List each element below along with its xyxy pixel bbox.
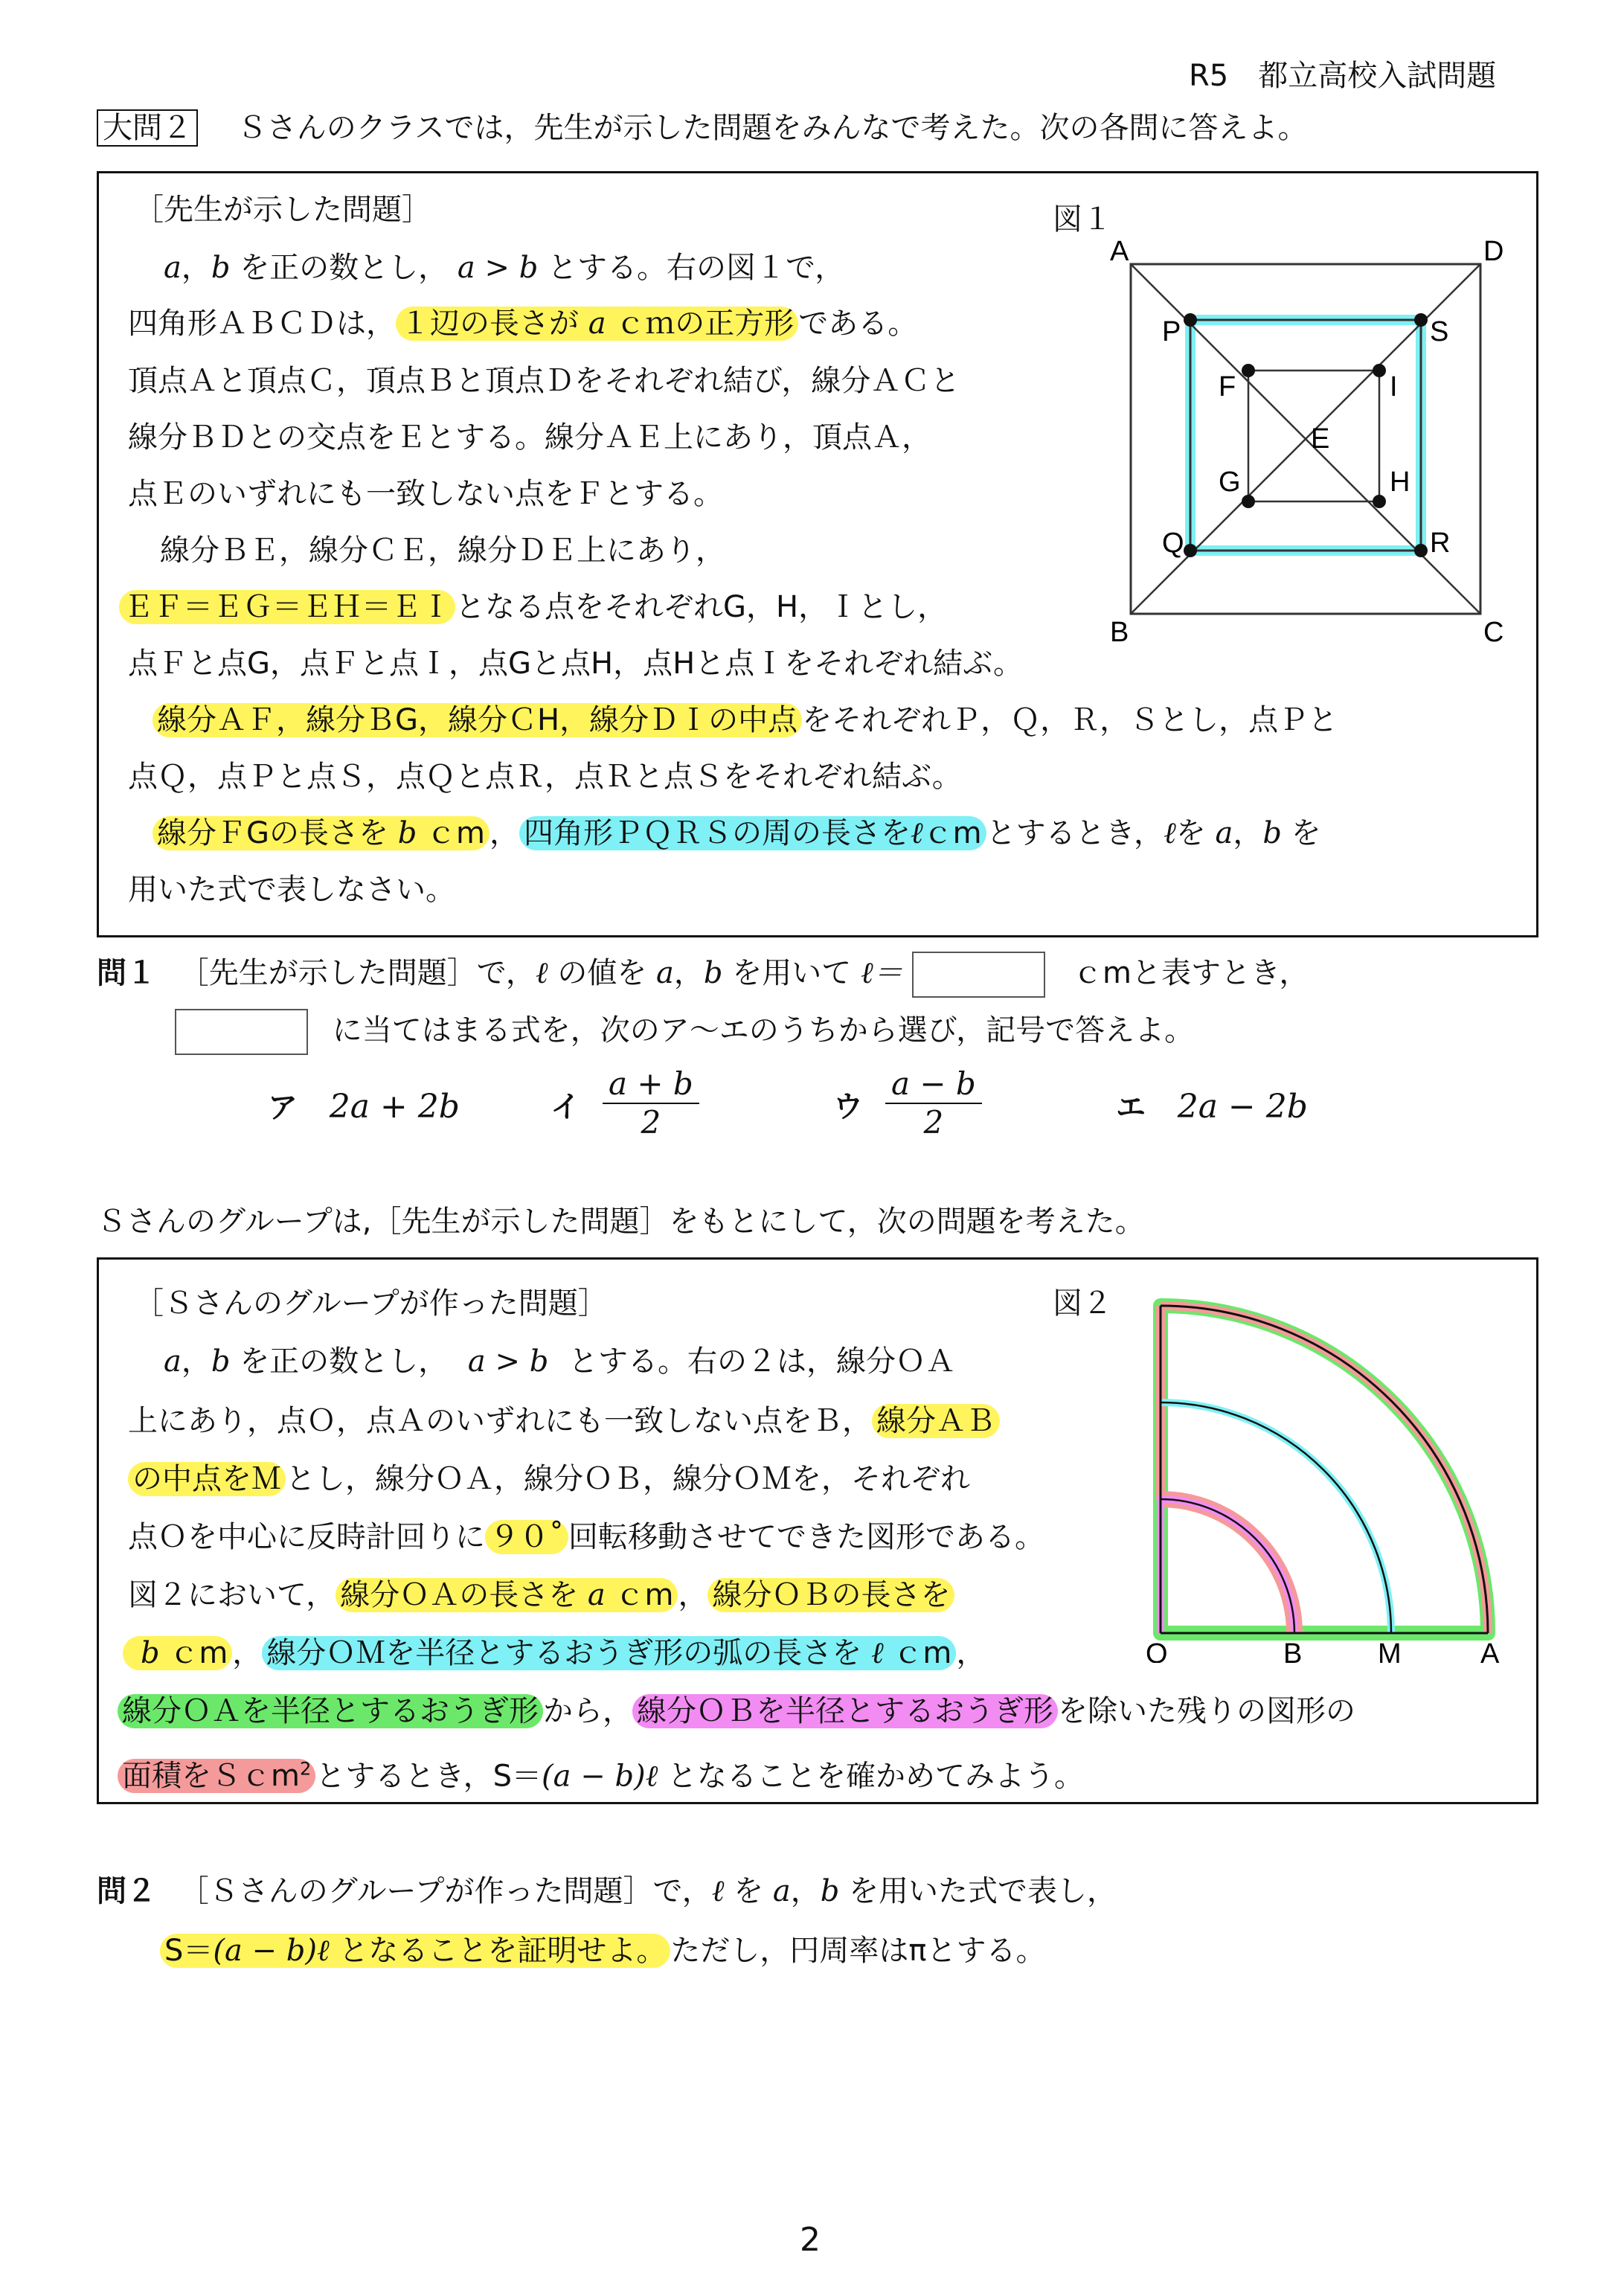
teacher-line-10: 点Ｑ，点Ｐと点Ｓ，点Ｑと点Ｒ，点Ｒと点Ｓをそれぞれ結ぶ。 [128, 760, 962, 794]
figure1-label-i: I [1390, 371, 1398, 403]
teacher-line-8: 点Ｆと点G，点Ｆと点Ｉ，点Gと点H，点Hと点Ｉをそれぞれ結ぶ。 [128, 647, 1023, 681]
figure1-point-r [1414, 544, 1428, 557]
figure1-label-f: F [1219, 371, 1236, 403]
highlight-b-cm: b ｃm [123, 1636, 232, 1670]
teacher-line-2: 四角形ＡＢＣＤは， １辺の長さが a ｃｍの正方形 である。 [128, 307, 918, 341]
highlight-midpoints: 線分ＡＦ，線分ＢG，線分ＣH，線分ＤＩの中点 [153, 703, 802, 737]
figure1-label-h: H [1390, 466, 1410, 498]
highlight-midpoint-m: の中点をＭ [128, 1462, 286, 1496]
group-line-5: 図２において， 線分ＯＡの長さを a ｃm ， 線分ＯＢの長さを [128, 1573, 954, 1617]
choice-u-fraction: $\frac{a - b}{2}$ [885, 1065, 982, 1141]
q2-line-1: 問２ ［Ｓさんのグループが作った問題］で，ℓ を a，b を用いた式で表し， [97, 1874, 1117, 1908]
choice-i-fraction: $\frac{a + b}{2}$ [603, 1065, 699, 1141]
group-line-4: 点Ｏを中心に反時計回りに ９０˚ 回転移動させてできた図形である。 [128, 1520, 1044, 1554]
teacher-line-1: a，b を正の数とし， a > b とする。右の図１で， [164, 251, 845, 285]
figure1-point-h [1373, 495, 1386, 508]
highlight-segment-ab: 線分ＡＢ [872, 1404, 1000, 1438]
highlight-oa-length: 線分ＯＡの長さを a ｃm [336, 1578, 678, 1612]
figure1-square-diagram [1094, 231, 1510, 647]
figure2-label-a: A [1480, 1638, 1500, 1663]
highlight-area-s: 面積をＳｃm$^2$ [118, 1759, 315, 1793]
figure1-pqrs-highlight [1190, 320, 1421, 551]
figure1-square-pqrs [1190, 320, 1421, 551]
exam-title: R5 都立高校入試問題 [1189, 59, 1497, 93]
group-problem-title: ［Ｓさんのグループが作った問題］ [134, 1286, 608, 1321]
figure2-middle-arc-highlight [1161, 1402, 1391, 1633]
highlight-sector-oa: 線分ＯＡを半径とするおうぎ形 [118, 1694, 543, 1728]
figure2-label-b: B [1283, 1638, 1303, 1663]
figure1-point-i [1373, 364, 1386, 377]
highlight-90-degrees: ９０˚ [485, 1520, 568, 1554]
highlight-sector-ob: 線分ＯＢを半径とするおうぎ形 [632, 1694, 1058, 1728]
figure2-label-o: O [1146, 1638, 1168, 1663]
figure1-label-p: P [1162, 316, 1181, 347]
transition-text: Ｓさんのグループは,［先生が示した問題］をもとにして，次の問題を考えた。 [97, 1205, 1145, 1239]
figure1-label-c: C [1483, 617, 1504, 647]
figure2-sector-diagram [1116, 1276, 1532, 1663]
teacher-problem-title: ［先生が示した問題］ [134, 193, 431, 227]
page-number: 2 [800, 2221, 821, 2259]
teacher-line-7: ＥＦ＝ＥＧ＝ＥＨ＝ＥＩ となる点をそれぞれG，H，Ｉとし， [119, 585, 947, 629]
figure2-inner-sector-highlight [1161, 1499, 1294, 1633]
highlight-fg-length: 線分ＦGの長さを b ｃm [153, 816, 490, 850]
question-tag: 大問２ [97, 109, 198, 147]
figure1-label: 図１ [1053, 202, 1112, 237]
highlight-equal-segments: ＥＦ＝ＥＧ＝ＥＨ＝ＥＩ [119, 590, 455, 624]
group-line-7: 線分ＯＡを半径とするおうぎ形 から， 線分ＯＢを半径とするおうぎ形 を除いた残りの図形の [118, 1689, 1355, 1734]
figure1-point-q [1184, 544, 1197, 557]
figure1-point-g [1242, 495, 1255, 508]
figure1-label-e: E [1311, 423, 1330, 455]
group-line-8: 面積をＳｃm$^2$ とするとき，S＝(a − b)ℓ となることを確かめてみよう。 [118, 1747, 1084, 1798]
teacher-line-11: 線分ＦGの長さを b ｃm ， 四角形ＰＱＲＳの周の長さをℓｃm とするとき，ℓを a，b を [153, 811, 1321, 856]
q1-line-2: に当てはまる式を，次のア～エのうちから選び，記号で答えよ。 [175, 1008, 1194, 1055]
figure1-label-s: S [1430, 316, 1449, 347]
figure1-label-d: D [1483, 236, 1504, 267]
teacher-line-4: 線分ＢＤとの交点をＥとする。線分ＡＥ上にあり，頂点Ａ， [128, 420, 931, 455]
highlight-perimeter: 四角形ＰＱＲＳの周の長さをℓｃm [519, 816, 986, 850]
figure1-label-r: R [1430, 527, 1451, 559]
highlight-side-length: １辺の長さが a ｃｍの正方形 [396, 307, 798, 341]
teacher-line-9: 線分ＡＦ，線分ＢG，線分ＣH，線分ＤＩの中点 をそれぞれＰ，Ｑ，Ｒ，Ｓとし，点Ｐと [153, 698, 1338, 743]
figure1-label-a: A [1110, 236, 1129, 267]
group-line-2: 上にあり，点Ｏ，点Ａのいずれにも一致しない点をＢ， 線分ＡＢ [128, 1399, 1000, 1443]
choice-e[interactable]: エ 2a − 2b [1116, 1088, 1308, 1126]
q2-line-2: S＝(a − b)ℓ となることを証明せよ。 ただし，円周率はπとする。 [160, 1928, 1045, 1973]
q1-number: 問１ [97, 956, 156, 990]
choice-a[interactable]: ア 2a + 2b [268, 1088, 460, 1126]
figure1-point-p [1184, 313, 1197, 327]
highlight-prove-statement: S＝(a − b)ℓ となることを証明せよ。 [160, 1934, 670, 1968]
q1-answer-box[interactable] [912, 952, 1045, 998]
choice-i[interactable]: イ [551, 1090, 580, 1124]
q1-choices [268, 1062, 1384, 1152]
highlight-arc-length: 線分ＯＭを半径とするおうぎ形の弧の長さを ℓ ｃm [262, 1636, 956, 1670]
figure1-point-f [1242, 364, 1255, 377]
question-intro-line [97, 106, 1308, 150]
group-line-1: a，b を正の数とし， a > b とする。右の２は，線分ＯＡ [164, 1344, 956, 1379]
teacher-line-6: 線分ＢＥ，線分ＣＥ，線分ＤＥ上にあり， [160, 533, 725, 568]
figure1-point-s [1414, 313, 1428, 327]
q1-line-1: 問１ ［先生が示した問題］で，ℓ の値を a，b を用いて ℓ＝ ｃmと表すとき， [97, 951, 1309, 998]
figure1-label-b: B [1110, 617, 1129, 647]
teacher-line-5: 点Ｅのいずれにも一致しない点をＦとする。 [128, 477, 723, 511]
figure2-label-m: M [1378, 1638, 1402, 1663]
group-line-6: b ｃm ， 線分ＯＭを半径とするおうぎ形の弧の長さを ℓ ｃm ， [123, 1631, 986, 1675]
figure1-label-q: Q [1162, 527, 1184, 559]
teacher-line-12: 用いた式で表しなさい。 [128, 873, 455, 907]
teacher-line-3: 頂点Ａと頂点Ｃ，頂点Ｂと頂点Ｄをそれぞれ結び，線分ＡＣと [128, 364, 960, 398]
question-intro: Ｓさんのクラスでは，先生が示した問題をみんなで考えた。次の各問に答えよ。 [237, 111, 1308, 145]
choice-u[interactable]: ウ [833, 1090, 863, 1124]
group-line-3: の中点をＭ とし，線分ＯＡ，線分ＯＢ，線分ＯＭを，それぞれ [128, 1457, 970, 1501]
q1-answer-box-ref [175, 1009, 308, 1055]
highlight-ob-length: 線分ＯＢの長さを [707, 1578, 954, 1612]
q2-number: 問２ [97, 1874, 156, 1908]
figure2-label: 図２ [1053, 1286, 1112, 1321]
figure1-label-g: G [1219, 466, 1241, 498]
